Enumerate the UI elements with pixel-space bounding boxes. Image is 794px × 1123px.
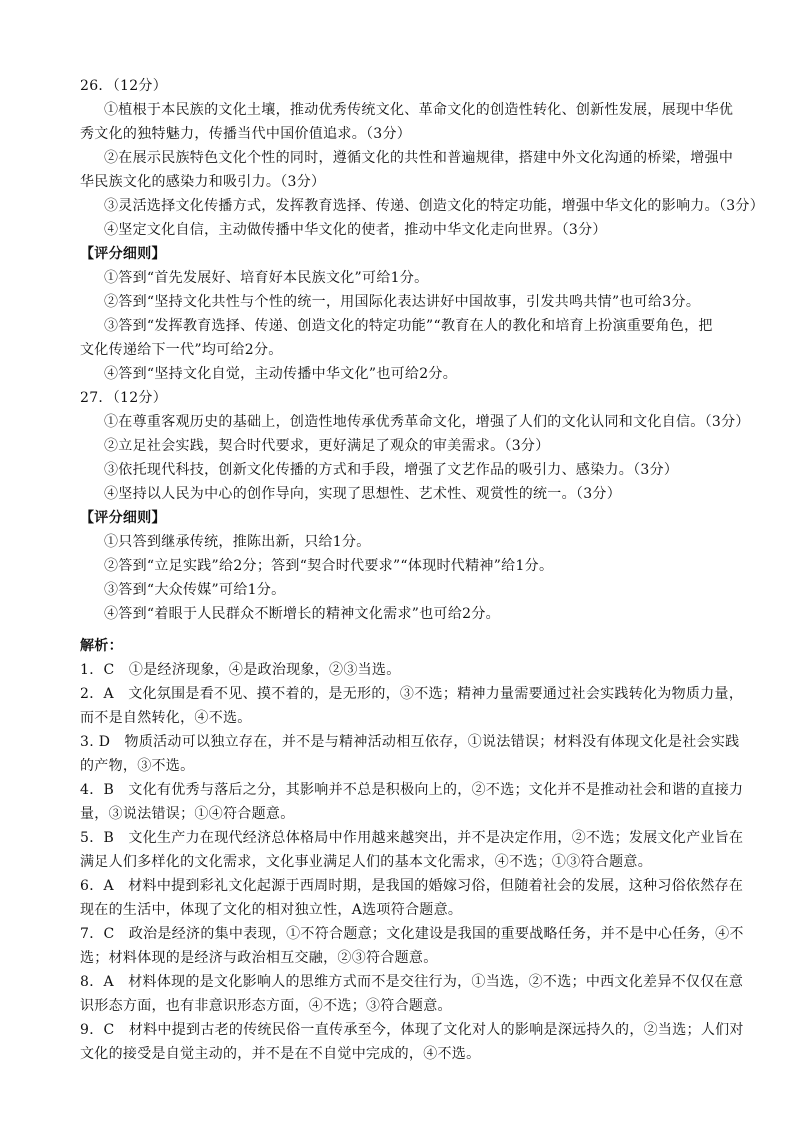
analysis-item-6-line-2: 现在的生活中，体现了文化的相对独立性，A选项符合题意。	[80, 902, 463, 918]
analysis-item-5-line-2: 满足人们多样化的文化需求，文化事业满足人们的基本文化需求，④不选；①③符合题意。	[80, 854, 652, 870]
q26-answer-3: ③灵活选择文化传播方式，发挥教育选择、传递、创造文化的特定功能，增强中华文化的影响力。（3分）	[104, 198, 765, 214]
analysis-item-1: 1．C ①是经济现象，④是政治现象，②③当选。	[80, 662, 401, 678]
analysis-item-9-line-2: 文化的接受是自觉主动的，并不是在不自觉中完成的，④不选。	[80, 1046, 481, 1062]
q26-answer-2-line-2: 华民族文化的感染力和吸引力。（3分）	[80, 174, 326, 190]
analysis-item-7-line-2: 选；材料体现的是经济与政治相互交融，②③符合题意。	[80, 950, 438, 966]
analysis-item-7-line-1: 7．C 政治是经济的集中表现，①不符合题意；文化建设是我国的重要战略任务，并不是中心任务，④不	[80, 926, 744, 942]
q27-answer-1: ①在尊重客观历史的基础上，创造性地传承优秀革命文化，增强了人们的文化认同和文化自信。（3分）	[104, 414, 750, 430]
q27-rubric-title: 【评分细则】	[80, 510, 166, 526]
q26-rubric-3-line-1: ③答到“发挥教育选择、传递、创造文化的特定功能”“教育在人的教化和培育上扮演重要角色，把	[104, 318, 713, 334]
q26-rubric-1: ①答到“首先发展好、培育好本民族文化”可给1分。	[104, 270, 429, 286]
q26-rubric-4: ④答到“坚持文化自觉，主动传播中华文化”也可给2分。	[104, 366, 458, 382]
analysis-item-3-line-1: 3. D 物质活动可以独立存在，并不是与精神活动相互依存，①说法错误；材料没有体现文化是社会实践	[80, 734, 740, 750]
q27-rubric-1: ①只答到继承传统，推陈出新，只给1分。	[104, 534, 371, 550]
analysis-item-6-line-1: 6．A 材料中提到彩礼文化起源于西周时期，是我国的婚嫁习俗，但随着社会的发展，这种习俗依然存在	[80, 878, 744, 894]
analysis-item-5-line-1: 5．B 文化生产力在现代经济总体格局中作用越来越突出，并不是决定作用，②不选；发展文化产业旨在	[80, 830, 744, 846]
q26-answer-1-line-2: 秀文化的独特魅力，传播当代中国价值追求。（3分）	[80, 126, 412, 142]
q26-rubric-2: ②答到“坚持文化共性与个性的统一，用国际化表达讲好中国故事，引发共鸣共情”也可给3分。	[104, 294, 701, 310]
analysis-item-2-line-2: 而不是自然转化，④不选。	[80, 710, 252, 726]
q26-rubric-3-line-2: 文化传递给下一代”均可给2分。	[80, 342, 283, 358]
q27-rubric-4: ④答到“着眼于人民群众不断增长的精神文化需求”也可给2分。	[104, 606, 500, 622]
analysis-item-4-line-1: 4．B 文化有优秀与落后之分，其影响并不总是积极向上的，②不选；文化并不是推动社会和谐的直接力	[80, 782, 744, 798]
q26-answer-2-line-1: ②在展示民族特色文化个性的同时，遵循文化的共性和普遍规律，搭建中外文化沟通的桥梁，增强中	[104, 150, 734, 166]
q26-rubric-title: 【评分细则】	[80, 246, 166, 262]
q27-rubric-2: ②答到“立足实践”给2分；答到“契合时代要求”“体现时代精神”给1分。	[104, 558, 554, 574]
analysis-title: 解析：	[80, 638, 123, 654]
analysis-item-2-line-1: 2．A 文化氛围是看不见、摸不着的，是无形的，③不选；精神力量需要通过社会实践转化为物质力量，	[80, 686, 744, 702]
analysis-item-9-line-1: 9．C 材料中提到古老的传统民俗一直传承至今，体现了文化对人的影响是深远持久的，②当选；人们对	[80, 1022, 744, 1038]
q26-header: 26．（12分）	[80, 78, 168, 94]
q26-answer-1-line-1: ①植根于本民族的文化土壤，推动优秀传统文化、革命文化的创造性转化、创新性发展，展现中华优	[104, 102, 734, 118]
q27-header: 27．（12分）	[80, 390, 168, 406]
analysis-item-8-line-2: 识形态方面，也有非意识形态方面，④不选；③符合题意。	[80, 998, 452, 1014]
q27-answer-2: ②立足社会实践，契合时代要求，更好满足了观众的审美需求。（3分）	[104, 438, 550, 454]
q27-answer-4: ④坚持以人民为中心的创作导向，实现了思想性、艺术性、观赏性的统一。（3分）	[104, 486, 622, 502]
q27-answer-3: ③依托现代科技，创新文化传播的方式和手段，增强了文艺作品的吸引力、感染力。（3分）	[104, 462, 679, 478]
analysis-item-8-line-1: 8．A 材料体现的是文化影响人的思维方式而不是交往行为，①当选，②不选；中西文化差异不仅仅在意	[80, 974, 744, 990]
q27-rubric-3: ③答到“大众传媒”可给1分。	[104, 582, 286, 598]
q26-answer-4: ④坚定文化自信，主动做传播中华文化的使者，推动中华文化走向世界。（3分）	[104, 222, 607, 238]
analysis-item-4-line-2: 量，③说法错误；①④符合题意。	[80, 806, 295, 822]
analysis-item-3-line-2: 的产物，③不选。	[80, 758, 195, 774]
